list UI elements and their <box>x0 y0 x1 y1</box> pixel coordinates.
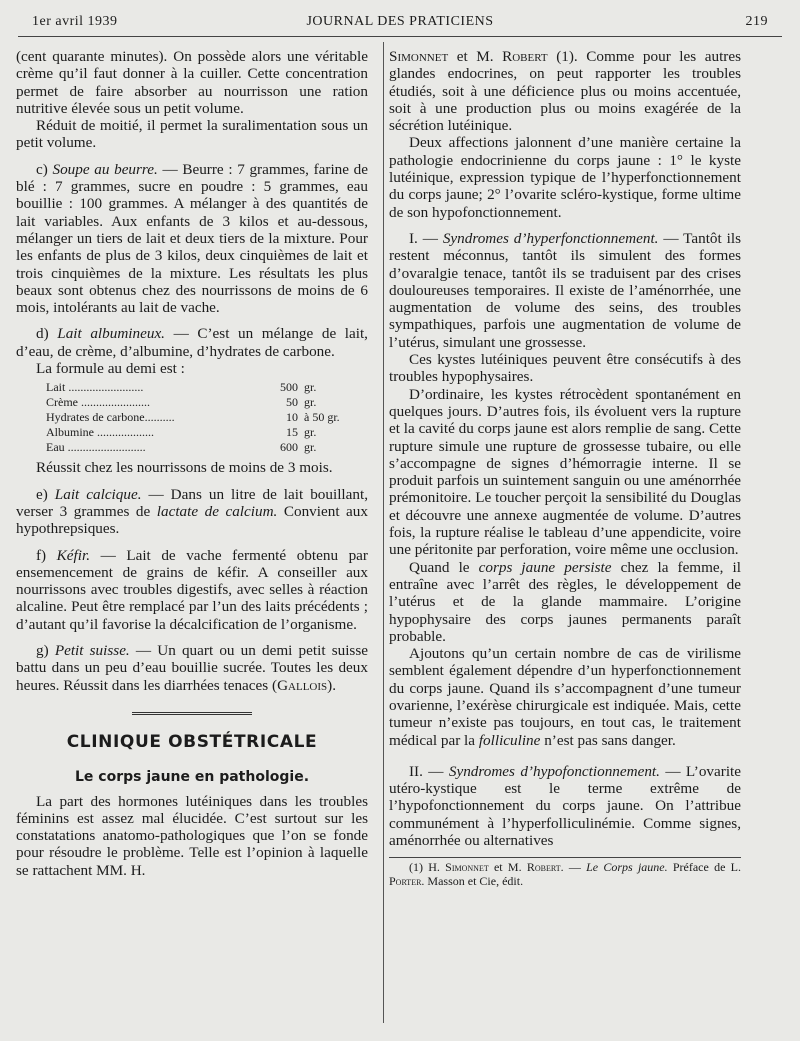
text-run: Masson et Cie, édit. <box>424 874 524 889</box>
paragraph <box>389 559 741 645</box>
paragraph: Ces kystes lutéiniques peuvent être consécutifs à des troubles hypophysaires. <box>389 351 741 386</box>
subsection-title: Le corps jaune en pathologie. <box>74 769 310 786</box>
paragraph: Réussit chez les nourrissons de moins de 3 mois. <box>36 459 333 477</box>
formula-row <box>46 425 340 440</box>
item-label: c) <box>36 160 53 178</box>
paragraph: (cent quarante minutes). On possède alors une véritable crème qu’il faut donner à la cuiller. Cette concentration permet de faire absorber au nourrisson une ration nutritive élevée sous un petit volume. <box>16 48 368 117</box>
author-name: Gallois <box>277 676 328 694</box>
header-date: 1er avril 1939 <box>32 14 118 29</box>
paragraph <box>389 48 741 134</box>
recipe-text: — Lait de vache fermenté obtenu par ensemencement de grains de kéfir. A conseiller aux nourrissons avec troubles digestifs, avec selles à réaction alcaline. Peut être remplacé par l’un des laits précédents ; d’autant qu’il favorise la décalcification de l’organisme. <box>16 546 368 633</box>
recipe-text: Convient aux hypothrepsiques. <box>16 502 368 538</box>
unit: gr. <box>304 425 317 440</box>
recipe-title: Soupe au beurre. <box>52 160 158 178</box>
recipe-title: Lait albumineux. <box>57 325 165 343</box>
item-label: f) <box>36 546 57 564</box>
item-label: I. — <box>409 229 443 247</box>
item-label: II. — <box>409 762 449 780</box>
ingredient: Lait ......................... <box>46 380 144 395</box>
text-run: Quand le <box>409 558 479 576</box>
item-label: d) <box>36 325 58 343</box>
author-name: Simonnet <box>389 48 449 65</box>
item-label: g) <box>36 642 55 660</box>
header-page-number: 219 <box>745 14 768 29</box>
quantity: 600 <box>280 440 298 455</box>
author-name: Robert. <box>526 860 564 875</box>
text-run: (1) H. <box>409 860 446 875</box>
italic-run: corps jaune persiste <box>478 558 612 576</box>
text-run: — <box>563 860 587 875</box>
recipe-text: — Beurre : 7 grammes, farine de blé : 7 grammes, sucre en poudre : 5 grammes, eau bouillie : 100 grammes. A mélanger à des quantités de lait variables. Aux enfants de 3 kilos et au-dessous, mélanger un tiers de lait et deux tiers de la mixture. Pour les enfants de plus de 3 kilos, deux cinquièmes de lait et trois cinquièmes de la mixture. Les résultats les plus beaux sont obtenus chez des nourrissons de moins de 6 mois, intolérants au lait de vache. <box>16 160 368 317</box>
recipe-text: — Un quart ou un demi petit suisse battu dans un peu d’eau bouillie sucrée. Toutes les deux heures. Réussit dans les diarrhées tenaces ( <box>16 642 368 694</box>
recipe-title: Kéfir. <box>56 546 91 564</box>
recipe-c <box>16 161 368 317</box>
left-column <box>16 48 368 879</box>
italic-run: folliculine <box>478 731 541 749</box>
section-separator <box>132 712 252 718</box>
paragraph: Deux affections jalonnent d’une manière certaine la pathologie endocrinienne du corps jaune : 1° le kyste lutéinique, expression typique de l’hyperfonctionnement du corps jaune; 2° l’ovarite scléro-kystique, forme ultime de son hypofonctionnement. <box>389 134 741 221</box>
text-run: Préface de L. <box>667 860 741 875</box>
syndrome-title: Syndromes d’hypofonctionnement. <box>448 762 660 780</box>
recipe-title: Petit suisse. <box>54 642 130 660</box>
quantity: 500 <box>280 380 298 395</box>
syndrome-title: Syndromes d’hyperfonctionnement. <box>442 229 659 247</box>
recipe-text: — Dans un litre de lait bouillant, verser 3 grammes de <box>16 485 368 520</box>
book-title: Le Corps jaune. <box>586 860 668 875</box>
paragraph: D’ordinaire, les kystes rétrocèdent spontanément en quelques jours. D’autres fois, ils évoluent vers la rupture et la cavité du corps jaune est alors remplie de sang. Cette rupture simule une rupture de grossesse tubaire, ou elle s’accompagne de signes d’hémorragie interne. Il se produit parfois un suintement sanguin ou une aménorrhée prémonitoire. Le toucher perçoit la sensibilité du Douglas et découvre une annexe augmentée de volume. D’autres fois, la rupture réalise le tableau d’une appendicite, voire une péritonite par perforation, voire même une occlusion. <box>389 385 741 559</box>
ingredient: Eau .......................... <box>46 440 146 455</box>
author-name: Robert <box>502 48 548 65</box>
section-title: CLINIQUE OBSTÉTRICALE <box>66 731 318 752</box>
formula-intro: La formule au demi est : <box>36 360 185 378</box>
text-run: et M. <box>448 48 503 65</box>
paragraph: Réduit de moitié, il permet la suralimentation sous un petit volume. <box>16 117 368 152</box>
syndrome-II <box>389 763 741 849</box>
recipe-d <box>16 325 368 360</box>
recipe-text: — C’est un mélange de lait, d’eau, de crème, d’albumine, d’hydrates de carbone. <box>16 325 368 360</box>
running-header <box>32 14 768 36</box>
recipe-g <box>16 642 368 694</box>
column-divider <box>383 42 384 1023</box>
author-name: Porter. <box>389 874 425 889</box>
quantity: 15 <box>286 425 298 440</box>
unit: gr. <box>304 440 317 455</box>
ingredient: Crème ....................... <box>46 395 150 410</box>
footnote <box>389 860 741 888</box>
text-run: — Tantôt ils restent méconnus, tantôt ils simulent des formes d’ovaralgie tenace, tantôt ils se traduisent par des crises douloureuses temporaires. Il existe de l’aménorrhée, une augmentation de volume des seins, des troubles sympathiques, parfois une augmentation de volume de l’utérus, simulant une grossesse. <box>389 229 741 351</box>
quantity: 50 <box>286 395 298 410</box>
unit: gr. <box>304 380 317 395</box>
header-rule <box>18 36 782 37</box>
text-run: et M. <box>488 860 527 875</box>
text-run: chez la femme, il entraîne avec l’arrêt des règles, le développement de l’utérus et de la glande mammaire. L’origine hypophysaire des corps jaunes permanents paraît probable. <box>389 558 741 645</box>
recipe-e <box>16 486 368 538</box>
unit: à 50 gr. <box>304 410 340 425</box>
recipe-text: ). <box>327 676 336 694</box>
text-run: n’est pas sans danger. <box>540 731 676 749</box>
formula-row <box>46 395 340 410</box>
header-journal-title: JOURNAL DES PRATICIENS <box>306 14 494 29</box>
unit: gr. <box>304 395 317 410</box>
text-run: Ajoutons qu’un certain nombre de cas de virilisme semblent également dépendre d’un hyperfonctionnement du corps jaune. Quand ils s’accompagnent d’une tumeur ovarienne, l’exérèse chirurgicale est indiquée. Mais, cette tumeur n’existe pas toujours, en tout cas, le traitement médical par la <box>389 645 741 749</box>
recipe-title: Lait calcique. <box>54 485 142 503</box>
ingredient: Albumine ................... <box>46 425 154 440</box>
paragraph <box>389 645 741 749</box>
ingredient: Hydrates de carbone.......... <box>46 410 175 425</box>
formula-table <box>46 380 340 455</box>
footnote-rule <box>389 857 741 858</box>
quantity: 10 <box>286 410 298 425</box>
recipe-f <box>16 547 368 633</box>
item-label: e) <box>36 485 55 503</box>
author-name: Simonnet <box>445 860 489 875</box>
text-run: — L’ovarite utéro-kystique est le terme extrême de l’hypofonctionnement du corps jaune. On l’attribue communément à l’hyperfolliculinémie. Comme signes, aménorrhée ou alternatives <box>389 762 742 850</box>
formula-row <box>46 440 340 455</box>
formula-row <box>46 410 340 425</box>
syndrome-I <box>389 230 741 351</box>
paragraph: La part des hormones lutéiniques dans les troubles féminins est assez mal élucidée. C’est surtout sur les constatations anatomo-pathologiques que l’on se fonde pour résoudre le problème. Telle est l’opinion à laquelle se rattachent MM. H. <box>16 792 368 879</box>
recipe-italic: lactate de calcium. <box>156 502 278 520</box>
text-run: (1). Comme pour les autres glandes endocrines, on peut rapporter les troubles étudiés, soit à une déficience plus ou moins accentuée, soit à une production plus ou moins exagérée de la sécrétion lutéinique. <box>389 48 741 135</box>
formula-row <box>46 380 340 395</box>
right-column <box>389 48 741 888</box>
